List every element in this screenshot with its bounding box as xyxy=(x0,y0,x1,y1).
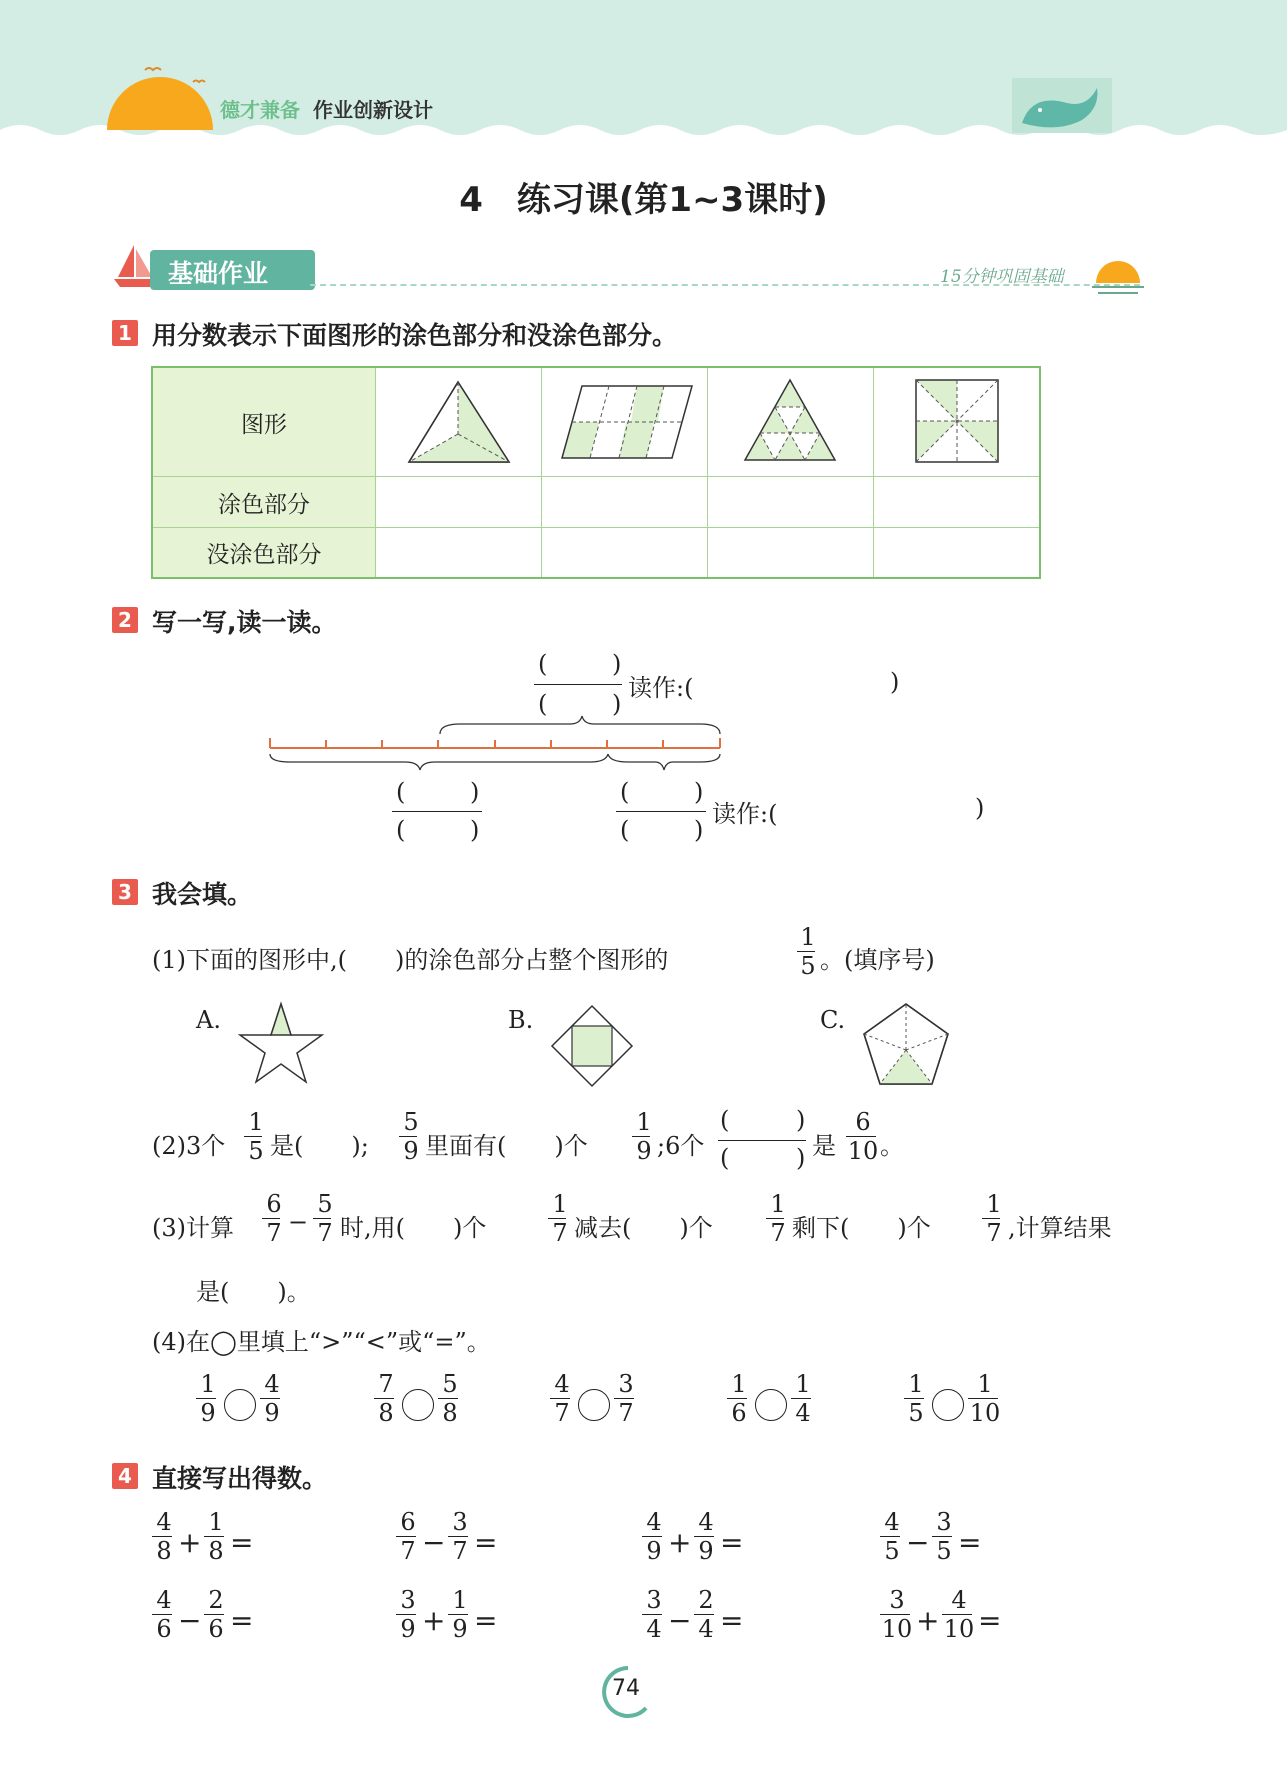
calc-fraction xyxy=(932,1508,956,1565)
fraction-bar xyxy=(616,811,706,812)
numerator: 7 xyxy=(378,1370,394,1398)
read-label-top: 读作:( xyxy=(628,674,694,702)
blank-num-close: ) xyxy=(796,1106,806,1134)
minus-sign: − xyxy=(906,1526,930,1559)
plus-sign: + xyxy=(178,1526,202,1559)
pentagon-shape-icon xyxy=(860,1000,952,1090)
numerator: 1 xyxy=(200,1370,216,1398)
denominator: 9 xyxy=(264,1399,280,1427)
read-close-top: ) xyxy=(890,668,900,696)
blank-num-open: ( xyxy=(620,778,630,806)
answer-cell[interactable] xyxy=(376,528,542,578)
blank-num-open: ( xyxy=(538,650,548,678)
numerator: 4 xyxy=(698,1508,714,1536)
compare-right-fraction xyxy=(791,1370,815,1427)
denominator: 9 xyxy=(698,1537,714,1565)
triangle-grid-shape-icon xyxy=(708,368,873,472)
denominator: 9 xyxy=(200,1399,216,1427)
calc-fraction xyxy=(204,1586,228,1643)
q3-2-part-c: 里面有( )个 xyxy=(425,1132,588,1160)
q3-2-part-d: ;6个 xyxy=(657,1132,705,1160)
q3-3-part-e: ,计算结果 xyxy=(1008,1214,1112,1242)
q1-table xyxy=(151,366,1041,579)
option-c-label: C. xyxy=(820,1006,846,1034)
numerator: 3 xyxy=(646,1586,662,1614)
fraction: 6 10 xyxy=(847,1108,879,1165)
answer-cell[interactable] xyxy=(874,528,1041,578)
numerator: 4 xyxy=(156,1508,172,1536)
brand-black-text: 作业创新设计 xyxy=(313,98,433,122)
blank-den-open: ( xyxy=(620,816,630,844)
numerator: 3 xyxy=(452,1508,468,1536)
q3-2-part-a: (2)3个 xyxy=(152,1132,226,1160)
question-3-number: 3 xyxy=(112,879,138,905)
numerator: 1 xyxy=(731,1370,747,1398)
equals-sign: = xyxy=(230,1526,254,1559)
calc-fraction xyxy=(204,1508,228,1565)
denominator: 6 xyxy=(731,1399,747,1427)
calc-fraction xyxy=(448,1586,472,1643)
q3-1-text: (1)下面的图形中,( )的涂色部分占整个图形的 xyxy=(152,946,669,974)
answer-cell[interactable] xyxy=(708,528,874,578)
compare-circle-blank[interactable] xyxy=(578,1389,610,1421)
row-header-shaded: 涂色部分 xyxy=(152,477,376,528)
equals-sign: = xyxy=(978,1604,1002,1637)
fraction: 5 9 xyxy=(399,1108,423,1165)
page-number: 74 xyxy=(612,1676,640,1701)
page-title: 4 练习课(第1~3课时) xyxy=(459,180,828,220)
equals-sign: = xyxy=(720,1604,744,1637)
denominator: 7 xyxy=(452,1537,468,1565)
numerator: 1 xyxy=(452,1586,468,1614)
compare-circle-blank[interactable] xyxy=(402,1389,434,1421)
fraction-bar xyxy=(534,684,622,685)
fraction: 5 7 xyxy=(313,1190,337,1247)
denominator: 8 xyxy=(378,1399,394,1427)
calc-fraction xyxy=(396,1586,420,1643)
numerator: 1 xyxy=(977,1370,993,1398)
row-header-shape: 图形 xyxy=(152,367,376,477)
calc-fraction xyxy=(448,1508,472,1565)
denominator: 8 xyxy=(208,1537,224,1565)
denominator: 6 xyxy=(156,1615,172,1643)
question-3-text: 我会填。 xyxy=(152,880,253,909)
whale-icon xyxy=(1012,78,1112,133)
fraction: 1 9 xyxy=(632,1108,656,1165)
answer-cell[interactable] xyxy=(874,477,1041,528)
denominator: 4 xyxy=(795,1399,811,1427)
denominator: 9 xyxy=(646,1537,662,1565)
blank-num-close: ) xyxy=(612,650,622,678)
q3-2-part-e: 是 xyxy=(812,1132,836,1160)
plus-sign: + xyxy=(668,1526,692,1559)
compare-left-fraction xyxy=(727,1370,751,1427)
numerator: 4 xyxy=(646,1508,662,1536)
denominator: 6 xyxy=(208,1615,224,1643)
section-tag: 15分钟巩固基础 xyxy=(940,267,1064,287)
section-label: 基础作业 xyxy=(168,259,269,288)
calc-fraction xyxy=(880,1586,914,1643)
read-label-bottom: 读作:( xyxy=(712,800,778,828)
denominator: 7 xyxy=(400,1537,416,1565)
answer-cell[interactable] xyxy=(708,477,874,528)
read-close-bottom: ) xyxy=(975,794,985,822)
small-sun-icon xyxy=(1092,253,1144,297)
calc-fraction xyxy=(152,1508,176,1565)
numerator: 4 xyxy=(156,1586,172,1614)
cell-triangle xyxy=(376,367,542,477)
q3-3-part-a: (3)计算 xyxy=(152,1214,234,1242)
numerator: 5 xyxy=(442,1370,458,1398)
sun-icon xyxy=(105,60,215,130)
question-4-text: 直接写出得数。 xyxy=(152,1464,328,1493)
fraction: 1 5 xyxy=(244,1108,268,1165)
compare-left-fraction xyxy=(550,1370,574,1427)
denominator: 8 xyxy=(156,1537,172,1565)
minus-sign: − xyxy=(178,1604,202,1637)
numerator: 4 xyxy=(884,1508,900,1536)
blank-num-close: ) xyxy=(694,778,704,806)
parallelogram-shape-icon xyxy=(542,368,707,472)
calc-fraction xyxy=(152,1586,176,1643)
blank-den-close: ) xyxy=(796,1144,806,1172)
numerator: 4 xyxy=(554,1370,570,1398)
denominator: 5 xyxy=(936,1537,952,1565)
denominator: 9 xyxy=(400,1615,416,1643)
answer-cell[interactable] xyxy=(376,477,542,528)
blank-den-open: ( xyxy=(396,816,406,844)
row-header-unshaded: 没涂色部分 xyxy=(152,528,376,578)
cell-parallelogram xyxy=(542,367,708,477)
numerator: 6 xyxy=(400,1508,416,1536)
minus-sign: − xyxy=(668,1604,692,1637)
question-1-text: 用分数表示下面图形的涂色部分和没涂色部分。 xyxy=(152,321,678,350)
fraction: 1 5 xyxy=(797,923,819,980)
equals-sign: = xyxy=(474,1604,498,1637)
compare-circle-blank[interactable] xyxy=(224,1389,256,1421)
denominator: 4 xyxy=(646,1615,662,1643)
diamond-square-shape-icon xyxy=(548,1002,636,1090)
numerator: 2 xyxy=(208,1586,224,1614)
equals-sign: = xyxy=(230,1604,254,1637)
blank-den-open: ( xyxy=(720,1144,730,1172)
minus-sign: − xyxy=(288,1208,309,1236)
blank-den-close: ) xyxy=(470,816,480,844)
equals-sign: = xyxy=(720,1526,744,1559)
calc-fraction xyxy=(942,1586,976,1643)
denominator: 10 xyxy=(969,1399,1001,1427)
numerator: 2 xyxy=(698,1586,714,1614)
fraction-number-line xyxy=(260,714,730,774)
denominator: 9 xyxy=(452,1615,468,1643)
compare-left-fraction xyxy=(904,1370,928,1427)
blank-num-close: ) xyxy=(470,778,480,806)
calc-fraction xyxy=(694,1586,718,1643)
compare-right-fraction xyxy=(260,1370,284,1427)
q3-3-part-f: 是( )。 xyxy=(196,1278,311,1306)
cell-square xyxy=(874,367,1041,477)
option-b-label: B. xyxy=(508,1006,534,1034)
q3-4-text: (4)在◯里填上“>”“<”或“=”。 xyxy=(152,1328,491,1356)
question-4-number: 4 xyxy=(112,1463,138,1489)
option-a-label: A. xyxy=(196,1006,221,1034)
question-1-number: 1 xyxy=(112,320,138,346)
brand-green-text: 德才兼备 xyxy=(220,98,300,122)
blank-den-open: ( xyxy=(538,690,548,718)
compare-right-fraction xyxy=(614,1370,638,1427)
numerator: 1 xyxy=(795,1370,811,1398)
compare-left-fraction xyxy=(374,1370,398,1427)
blank-den-close: ) xyxy=(612,690,622,718)
plus-sign: + xyxy=(916,1604,940,1637)
numerator: 3 xyxy=(889,1586,905,1614)
numerator: 3 xyxy=(936,1508,952,1536)
q3-3-part-d: 剩下( )个 xyxy=(792,1214,931,1242)
answer-cell[interactable] xyxy=(542,477,708,528)
denominator: 5 xyxy=(884,1537,900,1565)
blank-num-open: ( xyxy=(396,778,406,806)
compare-left-fraction xyxy=(196,1370,220,1427)
blank-den-close: ) xyxy=(694,816,704,844)
q3-3-part-b: 时,用( )个 xyxy=(340,1214,487,1242)
fraction: 1 7 xyxy=(548,1190,572,1247)
compare-right-fraction xyxy=(438,1370,462,1427)
q3-2-part-b: 是( ); xyxy=(270,1132,369,1160)
compare-circle-blank[interactable] xyxy=(932,1389,964,1421)
q3-2-end: 。 xyxy=(880,1132,904,1160)
fraction-bar xyxy=(392,811,482,812)
calc-fraction xyxy=(396,1508,420,1565)
denominator: 5 xyxy=(908,1399,924,1427)
question-2-number: 2 xyxy=(112,607,138,633)
triangle-shape-icon xyxy=(376,368,541,472)
numerator: 1 xyxy=(208,1508,224,1536)
numerator: 4 xyxy=(264,1370,280,1398)
square-shape-icon xyxy=(874,368,1039,472)
star-shape-icon xyxy=(238,1000,324,1084)
fraction: 1 7 xyxy=(766,1190,790,1247)
numerator: 3 xyxy=(400,1586,416,1614)
calc-fraction xyxy=(880,1508,904,1565)
fraction: 6 7 xyxy=(262,1190,286,1247)
question-2-text: 写一写,读一读。 xyxy=(152,608,337,637)
equals-sign: = xyxy=(958,1526,982,1559)
cell-triangle-grid xyxy=(708,367,874,477)
denominator: 4 xyxy=(698,1615,714,1643)
plus-sign: + xyxy=(422,1604,446,1637)
denominator: 10 xyxy=(881,1615,913,1643)
numerator: 1 xyxy=(908,1370,924,1398)
numerator: 3 xyxy=(618,1370,634,1398)
blank-num-open: ( xyxy=(720,1106,730,1134)
compare-right-fraction xyxy=(968,1370,1002,1427)
denominator: 7 xyxy=(618,1399,634,1427)
denominator: 8 xyxy=(442,1399,458,1427)
denominator: 7 xyxy=(554,1399,570,1427)
calc-fraction xyxy=(694,1508,718,1565)
answer-cell[interactable] xyxy=(542,528,708,578)
q3-1-suffix: 。(填序号) xyxy=(820,946,935,974)
calc-fraction xyxy=(642,1586,666,1643)
calc-fraction xyxy=(642,1508,666,1565)
equals-sign: = xyxy=(474,1526,498,1559)
fraction-bar xyxy=(718,1140,806,1141)
minus-sign: − xyxy=(422,1526,446,1559)
numerator: 4 xyxy=(951,1586,967,1614)
fraction: 1 7 xyxy=(982,1190,1006,1247)
q3-3-part-c: 减去( )个 xyxy=(574,1214,713,1242)
compare-circle-blank[interactable] xyxy=(755,1389,787,1421)
denominator: 10 xyxy=(943,1615,975,1643)
